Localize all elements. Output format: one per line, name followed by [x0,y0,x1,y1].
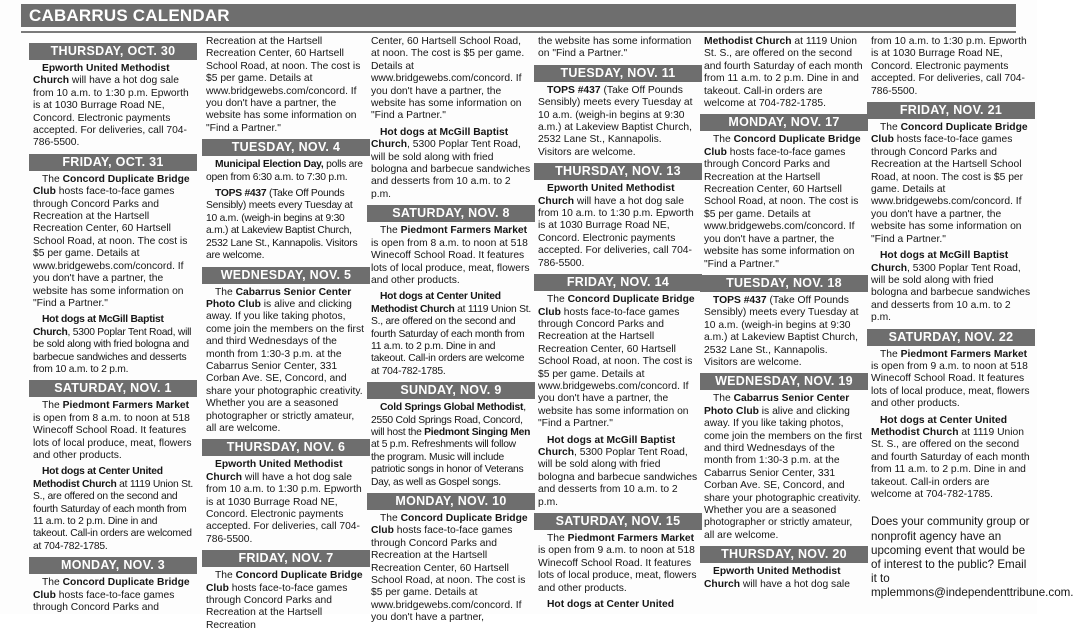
entry-text: is open from 8 a.m. to noon at 518 Winecoff School Road. It features lots of local produce, meat, flowers and other products. [371,237,530,286]
day-header: FRIDAY, NOV. 7 [202,550,370,567]
entry-continuation [538,36,698,61]
calendar-title: CABARRUS CALENDAR [21,4,1016,27]
entry-text: Center, 60 Hartsell School Road, at noon. The cost is $5 per game. Details at www.bridgewebs.com/concord. If you don't have a partner, the website has some information on "Find a Partner." [371,36,525,122]
calendar-entry [871,415,1031,502]
entry-text: at 1119 Union St. S., are offered on the second and fourth Saturday of each month from 11 a.m. to 2 p.m. Dine in and takeout. Call-in orders are welcome at 704-782-1785. [704,36,863,110]
day-header: TUESDAY, NOV. 11 [534,65,702,82]
day-header: SATURDAY, NOV. 22 [867,329,1035,346]
calendar-entry [704,566,864,591]
calendar-entry [704,393,864,542]
calendar-entry [538,183,698,270]
day-header: SATURDAY, NOV. 8 [367,205,535,222]
day-header: FRIDAY, NOV. 14 [534,274,702,291]
entry-organization: Concord Duplicate Bridge Club [33,173,190,198]
column-2 [206,36,366,631]
day-header: FRIDAY, OCT. 31 [29,154,197,171]
entry-text: , 5300 Poplar Tent Road, will be sold along with fried bologna and barbecue sandwiches and desserts from 10 a.m. to 2 p.m. [538,446,698,508]
entry-text: The [42,577,63,589]
entry-text: hosts face-to-face games through Concord Parks and Recreation at the Hartsell Recreation [206,582,348,631]
entry-text: is alive and clicking away. If you like taking photos, come join the members on the first and third Wednesdays of the month from 1:30-3 p.m. at the Cabarrus Senior Center, 331 Corban Ave. SE, Concord, and share your photographic creativity. Whether you are a seasoned photographer or strictly amateur, all are welcome. [206,298,364,434]
calendar-entry [371,127,531,201]
entry-organization: Epworth United Methodist Church [538,183,675,207]
entry-organization: Hot dogs at McGill Baptist Church [371,126,509,151]
calendar-entry [538,294,698,430]
entry-text: will have a hot dog sale [740,578,850,590]
entry-text: The [880,348,901,360]
title-rule [21,31,1016,33]
calendar-entry [33,174,193,310]
entry-organization: Concord Duplicate Bridge Club [206,570,363,594]
entry-text: (Take Off Pounds Sensibly) meets every Tuesday at 10 a.m. (weigh-in begins at 9:30 a.m.) at Lakeview Baptist Church, 2532 Lane St., Kannapolis. Visitors are welcome. [704,294,859,368]
entry-text: Recreation at the Hartsell Recreation Center, 60 Hartsell School Road, at noon. The cost is $5 per game. Details at www.bridgewebs.com/concord. If you don't have a partner, the website has some information on "Find a Partner." [206,36,361,134]
entry-text: The [547,533,568,544]
entry-organization: Hot dogs at Center United Methodist Church [871,414,1007,438]
entry-text: , 5300 Poplar Tent Road, will be sold along with fried bologna and barbecue sandwiches and desserts from 10 a.m. to 2 p.m. [871,262,1031,324]
day-header: FRIDAY, NOV. 21 [867,102,1035,119]
calendar-entry [704,295,864,369]
entry-text: The [713,393,734,405]
entry-organization: Hot dogs at Center United Methodist Church [33,466,163,490]
calendar-entry [871,122,1031,246]
entry-text: The [380,225,401,237]
entry-text: The [42,400,63,412]
entry-text: is open from 9 a.m. to noon at 518 Winecoff School Road. It features lots of local produce, meat, flowers and other products. [538,545,697,594]
day-header: TUESDAY, NOV. 18 [700,275,868,292]
calendar-entry [33,400,193,462]
entry-organization: Methodist Church [704,36,792,47]
entry-text: The [713,134,734,146]
entry-organization: Concord Duplicate Bridge Club [871,122,1028,146]
entry-text: , 5300 Poplar Tent Road, will be sold along with fried bologna and barbecue sandwiches and desserts from 10 a.m. to 2 p.m. [33,326,192,375]
entry-organization: Hot dogs at McGill Baptist Church [33,314,164,338]
entry-organization: Cabarrus Senior Center Photo Club [206,286,352,310]
column-4 [538,36,698,614]
entry-text: hosts face-to-face games through Concord Parks and Recreation at the Hartsell Recreation Center, 60 Hartsell School Road, at noon. The cost is $5 per game. Details at www.bridgewebs.com/concord. If you don't have a partner, the website has some information on "Find a Partner." [33,186,188,309]
day-header: SATURDAY, NOV. 15 [534,513,702,530]
day-header: THURSDAY, NOV. 13 [534,163,702,180]
entry-text: is open from 9 a.m. to noon at 518 Winecoff School Road. It features lots of local produce, meat, flowers and other products. [871,360,1030,410]
submission-note: Does your community group or nonprofit agency have an upcoming event that would be of interest to the public? Email it to mplemmons@independenttribune.com. [871,515,1074,600]
entry-text: hosts face-to-face games through Concord Parks and Recreation at the Hartsell Recreation Center, 60 Hartsell School Road, at noon. The cost is $5 per game. Details at www.bridgewebs.com/concord. If you don't have a partner, the website has some information on "Find a Partner." [704,146,859,270]
entry-text: from 10 a.m. to 1:30 p.m. Epworth is at 1030 Burrage Road NE, Concord. Electronic payments accepted. For deliveries, call 704-786-5500. [871,36,1027,97]
calendar-entry [538,435,698,509]
entry-organization: Hot dogs at McGill Baptist Church [871,250,1009,274]
calendar-entry [871,349,1031,411]
entry-organization: Cabarrus Senior Center Photo Club [704,393,850,417]
day-header: MONDAY, NOV. 3 [29,557,197,574]
day-header: TUESDAY, NOV. 4 [202,139,370,156]
entry-organization: Hot dogs at Center United Methodist Church [371,291,501,315]
entry-organization: Piedmont Farmers Market [400,225,528,237]
entry-text: the website has some information on "Find a Partner." [538,36,692,60]
calendar-entry [538,85,698,159]
calendar-entry [371,291,531,378]
entry-text: The [215,570,236,582]
entry-organization: Hot dogs at McGill Baptist Church [538,434,676,458]
column-1 [33,41,193,619]
entry-text: will have a hot dog sale from 10 a.m. to 1:30 p.m. Epworth is at 1030 Burrage Road NE, Concord. Electronic payments accepted. For deliveries, call 704-786-5500. [206,471,362,545]
entry-organization: TOPS #437 [713,294,767,306]
calendar-entry [871,250,1031,324]
entry-text: will have a hot dog sale from 10 a.m. to 1:30 p.m. Epworth is at 1030 Burrage Road NE, Concord. Electronic payments accepted. For deliveries, call 704-786-5500. [33,75,189,149]
column-5 [704,36,864,614]
entry-organization: Concord Duplicate Bridge Club [704,134,861,158]
entry-continuation [871,36,1031,98]
calendar-entry [33,466,193,553]
calendar-columns [21,36,1074,631]
calendar-entry [371,402,531,489]
calendar-entry [704,36,864,110]
calendar-entry [371,513,531,625]
entry-continuation [206,36,366,135]
entry-organization: TOPS #437 [547,84,601,96]
entry-organization: Epworth United Methodist Church [206,459,343,483]
day-header: WEDNESDAY, NOV. 5 [202,267,370,284]
day-header: WEDNESDAY, NOV. 19 [700,373,868,390]
calendar-entry [206,459,366,546]
entry-text: is alive and clicking away. If you like taking photos, come join the members on the first and third Wednesdays of the month from 1:30-3 p.m. at the Cabarrus Senior Center, 331 Corban Ave. SE, Concord, and share your photographic creativity. Whether you are a seasoned photographer or strictly amateur, all are welcome. [704,405,862,541]
entry-text: hosts face-to-face games through Concord Parks and [33,589,175,614]
entry-organization: Piedmont Farmers Market [62,400,190,412]
entry-text: will have a hot dog sale from 10 a.m. to 1:30 p.m. Epworth is at 1030 Burrage Road NE, Concord. Electronic payments accepted. For deliveries, call 704-786-5500. [538,195,694,269]
day-header: THURSDAY, NOV. 6 [202,439,370,456]
entry-text: hosts face-to-face games through Concord Parks and Recreation at the Hartsell Recreation Center, 60 Hartsell School Road, at noon. The cost is $5 per game. Details at www.bridgewebs.com/concord. If you don't have a partner, [371,525,526,624]
entry-text: at 1119 Union St. S., are offered on the second and fourth Saturday of each month from 11 a.m. to 2 p.m. Dine in and takeout. Call-in orders are welcome at 704-782-1785. [871,426,1030,500]
entry-text: at 1119 Union St. S., are offered on the second and fourth Saturday of each month from 11 a.m. to 2 p.m. Dine in and takeout. Call-in orders are welcomed at 704-782-1785. [33,478,193,552]
entry-continuation [371,36,531,123]
entry-organization: Concord Duplicate Bridge Club [538,294,695,318]
entry-text: is open from 8 a.m. to noon at 518 Winecoff School Road. It features lots of local produce, meat, flowers and other products. [33,412,192,461]
entry-organization: Epworth United Methodist Church [704,566,841,590]
entry-text: at 5 p.m. Refreshments will follow the program. Music will include patriotic songs in honor of Veterans Day, as well as Gospel songs. [371,439,524,488]
entry-text: (Take Off Pounds Sensibly) meets every Tuesday at 10 a.m. (weigh-in begins at 9:30 a.m.) at Lakeview Baptist Church, 2532 Lane St., Kannapolis. Visitors are welcome. [206,188,358,262]
entry-text: at 1119 Union St. S., are offered on the second and fourth Saturday of each month from 11 a.m. to 2 p.m. Dine in and takeout. Call-in orders are welcome at 704-782-1785. [371,303,531,377]
calendar-entry [33,577,193,614]
entry-text: The [547,294,568,306]
calendar-entry [538,599,698,611]
day-header: SUNDAY, NOV. 9 [367,382,535,399]
calendar-entry [206,159,366,184]
entry-organization: TOPS #437 [215,188,267,200]
day-header: MONDAY, NOV. 10 [367,493,535,510]
entry-text: The [380,513,401,524]
entry-text: polls are open from 6:30 a.m. to 7:30 p.m. [206,159,363,183]
calendar-entry [538,533,698,595]
day-header: MONDAY, NOV. 17 [700,114,868,131]
entry-text: , 5300 Poplar Tent Road, will be sold along with fried bologna and barbecue sandwiches and desserts from 10 a.m. to 2 p.m. [371,139,531,200]
entry-text: The [42,173,63,185]
entry-organization: Piedmont Singing Men [424,426,531,438]
entry-organization: Municipal Election Day, [215,159,324,171]
entry-organization: Concord Duplicate Bridge Club [33,577,190,601]
day-header: THURSDAY, NOV. 20 [700,546,868,563]
column-6 [871,36,1074,614]
entry-text: (Take Off Pounds Sensibly) meets every Tuesday at 10 a.m. (weigh-in begins at 9:30 a.m.) at Lakeview Baptist Church, 2532 Lane St., Kannapolis. Visitors are welcome. [538,84,693,158]
calendar-entry [206,570,366,632]
entry-organization: Epworth United Methodist Church [33,63,170,87]
day-header: SATURDAY, NOV. 1 [29,380,197,397]
calendar-entry [371,225,531,287]
calendar-entry [206,287,366,436]
day-header: THURSDAY, OCT. 30 [29,43,197,60]
entry-text: hosts face-to-face games through Concord Parks and Recreation at the Hartsell School Road, at noon. The cost is $5 per game. Details at www.bridgewebs.com/concord. If you don't have a partner, the website has some information on "Find a Partner." [871,134,1024,245]
entry-organization: Piedmont Farmers Market [567,533,695,544]
entry-organization: Hot dogs at Center United [547,599,674,611]
calendar-entry [33,63,193,150]
calendar-entry [33,314,193,376]
entry-organization: Concord Duplicate Bridge Club [371,513,528,537]
entry-text: The [880,122,901,134]
entry-text: hosts face-to-face games through Concord Parks and Recreation at the Hartsell Recreation Center, 60 Hartsell School Road, at noon. The cost is $5 per game. Details at www.bridgewebs.com/concord. If you don't have a partner, the website has some information on "Find a Partner." [538,306,693,430]
entry-text: The [215,286,236,298]
column-3 [371,36,531,624]
entry-organization: Cold Springs Global Methodist [380,402,524,414]
entry-organization: Piedmont Farmers Market [900,348,1028,360]
entry-text: , 2550 Cold Springs Road, Concord, will host the [371,402,526,438]
calendar-entry [704,134,864,270]
calendar-entry [206,188,366,262]
